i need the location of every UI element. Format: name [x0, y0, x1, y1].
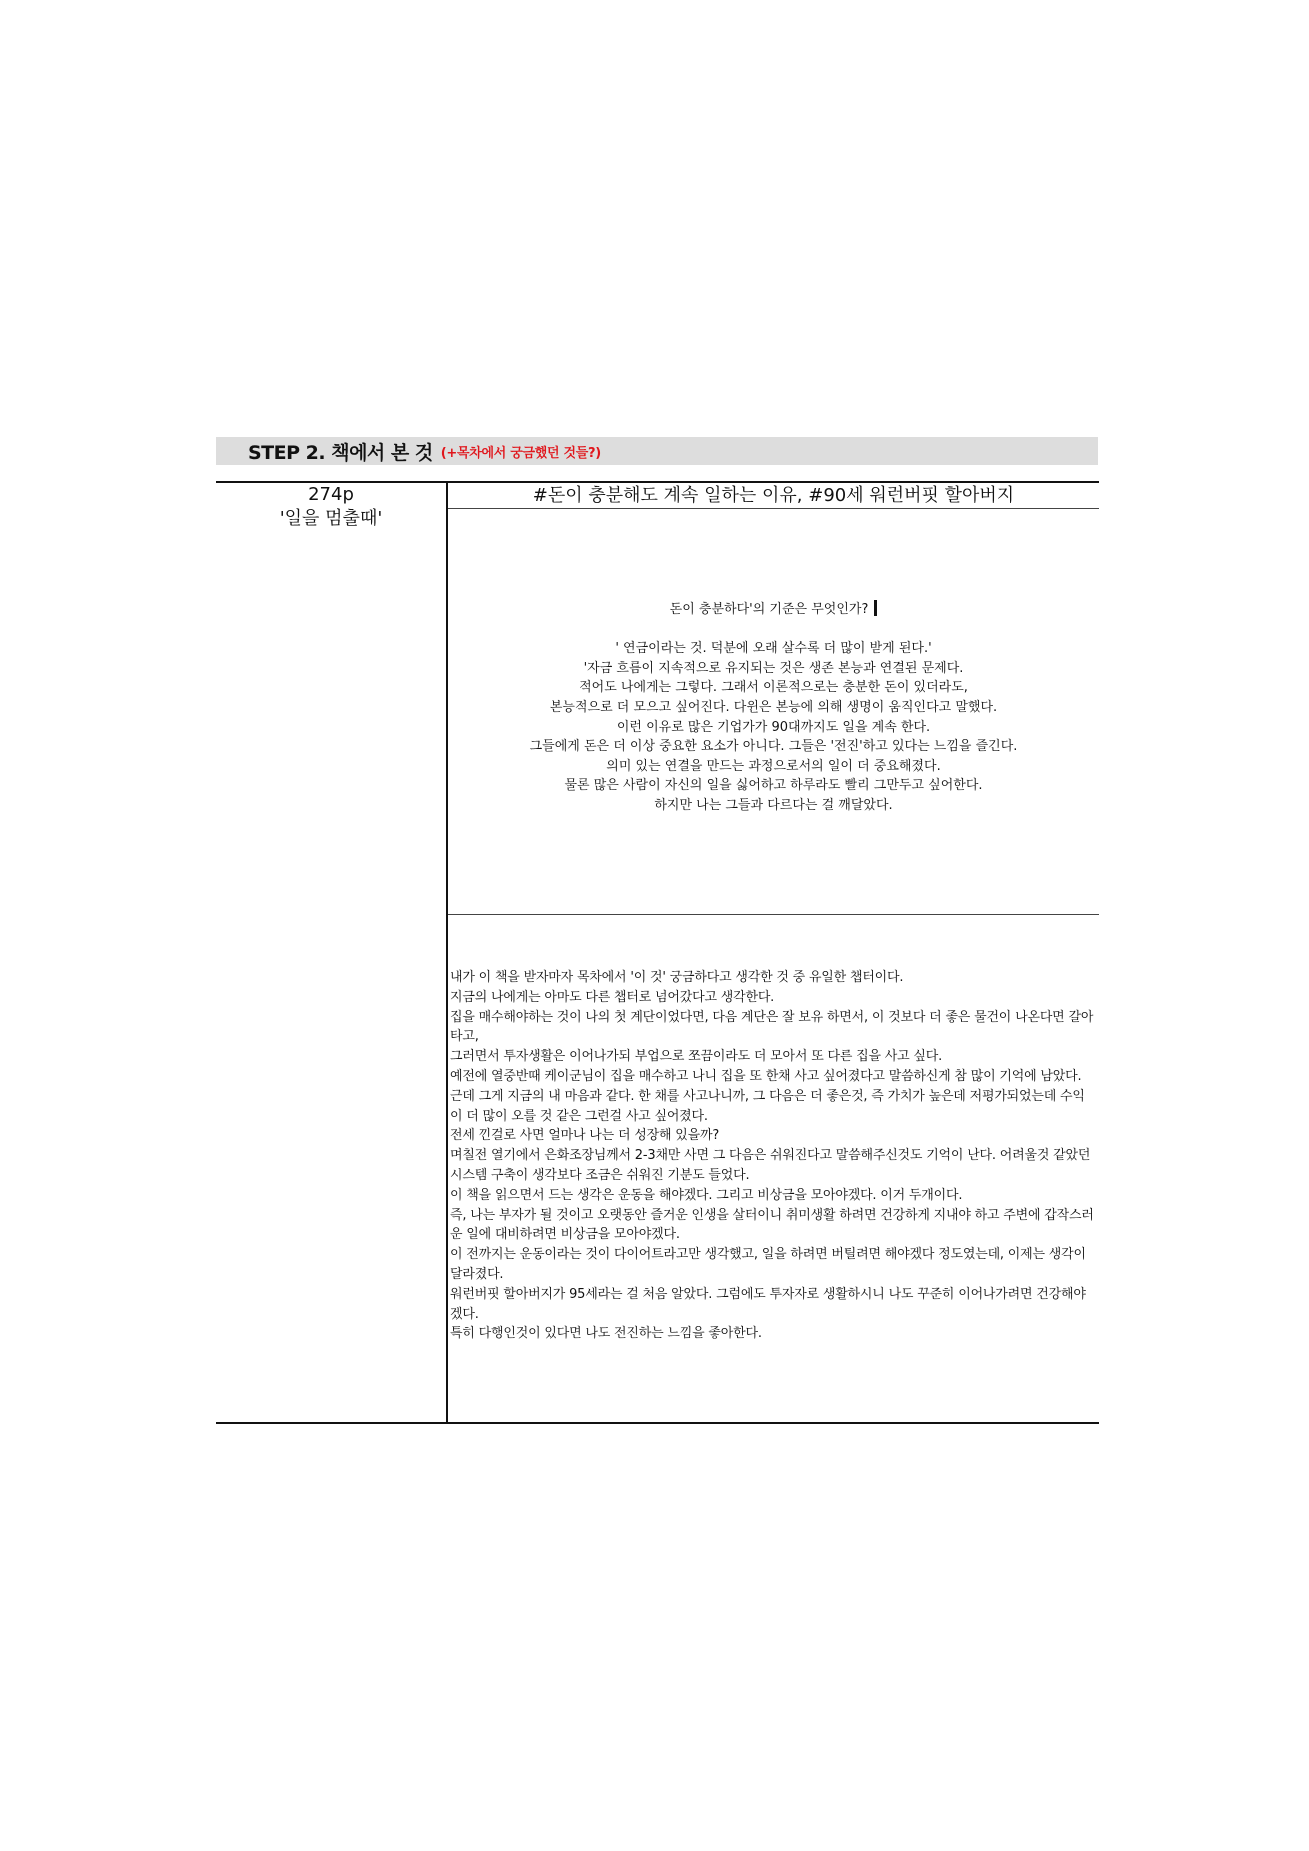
section-title: STEP 2. 책에서 본 것 — [248, 441, 433, 464]
reflection-paragraph: 지금의 나에게는 아마도 다른 챕터로 넘어갔다고 생각한다. — [450, 989, 775, 1005]
quote-separator-rule — [448, 914, 1099, 915]
reflection-paragraph: 이 전까지는 운동이라는 것이 다이어트라고만 생각했고, 일을 하려면 버틸려면 해야겠다 정도였는데, 이제는 생각이 달라졌다. — [450, 1247, 1086, 1282]
quote-line: ' 연금이라는 것. 덕분에 오래 살수록 더 많이 받게 된다.' — [615, 641, 932, 657]
quote-line: 적어도 나에게는 그렇다. 그래서 이론적으로는 충분한 돈이 있더라도, — [579, 680, 968, 696]
quote-line: 의미 있는 연결을 만드는 과정으로서의 일이 더 중요해졌다. — [606, 758, 941, 774]
quote-line: 이런 이유로 많은 기업가가 90대까지도 일을 계속 한다. — [616, 719, 931, 735]
reflection-paragraph: 특히 다행인것이 있다면 나도 전진하는 느낌을 좋아한다. — [450, 1326, 762, 1342]
quote-line: '자금 흐름이 지속적으로 유지되는 것은 생존 본능과 연결된 문제다. — [583, 660, 964, 676]
chapter-title: '일을 멈출때' — [279, 508, 383, 529]
chapter-reference-cell — [216, 483, 446, 531]
heading-underline-rule — [448, 508, 1099, 509]
quote-spacer — [448, 620, 1099, 640]
reflection-paragraph: 예전에 열중반때 케이군님이 집을 매수하고 나니 집을 또 한채 사고 싶어졌다고 말씀하신게 참 많이 기억에 남았다. — [450, 1068, 1082, 1084]
topic-hashtags: #돈이 충분해도 계속 일하는 이유, #90세 워런버핏 할아버지 — [532, 485, 1015, 506]
quote-question: 돈이 충분하다'의 기준은 무엇인가? — [669, 602, 869, 617]
reflection-paragraph: 그러면서 투자생활은 이어나가되 부업으로 쪼끔이라도 더 모아서 또 다른 집을 사고 싶다. — [450, 1049, 943, 1065]
reflection-paragraph: 이 책을 읽으면서 드는 생각은 운동을 해야겠다. 그리고 비상금을 모아야겠다. 이거 두개이다. — [450, 1187, 963, 1203]
quote-line: 하지만 나는 그들과 다르다는 걸 깨달았다. — [654, 797, 893, 813]
section-header-bar — [216, 437, 1098, 465]
reflection-paragraph: 며칠전 열기에서 은화조장님께서 2-3채만 사면 그 다음은 쉬워진다고 말씀해주신것도 기억이 난다. 어려울것 같았던 시스템 구축이 생각보다 조금은 쉬워진 기분도 들었다. — [450, 1148, 1091, 1183]
text-cursor-mark — [874, 600, 877, 616]
quote-line: 물론 많은 사람이 자신의 일을 싫어하고 하루라도 빨리 그만두고 싶어한다. — [564, 778, 983, 794]
personal-reflection-block — [450, 968, 1094, 1344]
reflection-paragraph: 전세 낀걸로 사면 얼마나 나는 더 성장해 있을까? — [450, 1128, 720, 1144]
reflection-paragraph: 즉, 나는 부자가 될 것이고 오랫동안 즐거운 인생을 살터이니 취미생활 하려면 건강하게 지내야 하고 주변에 갑작스러운 일에 대비하려면 비상금을 모아야겠다. — [450, 1207, 1094, 1243]
section-subtitle: (+목차에서 궁금했던 것들?) — [440, 445, 601, 461]
reflection-paragraph: 내가 이 책을 받자마자 목차에서 '이 것' 궁금하다고 생각한 것 중 유일한 챕터이다. — [450, 970, 904, 985]
table-bottom-rule — [216, 1422, 1099, 1424]
reflection-paragraph: 집을 매수해야하는 것이 나의 첫 계단이었다면, 다음 계단은 잘 보유 하면서, 이 것보다 더 좋은 물건이 나온다면 갈아타고, — [450, 1009, 1094, 1045]
page-number: 274p — [308, 484, 354, 505]
reflection-paragraph: 워런버핏 할아버지가 95세라는 걸 처음 알았다. 그럼에도 투자자로 생활하시니 나도 꾸준히 이어나가려면 건강해야겠다. — [450, 1286, 1086, 1322]
quote-question-line — [448, 600, 1099, 620]
reflection-paragraph: 근데 그게 지금의 내 마음과 같다. 한 채를 사고나니까, 그 다음은 더 좋은것, 즉 가치가 높은데 저평가되었는데 수익이 더 많이 오를 것 같은 그런걸 사고 싶어졌다. — [450, 1088, 1085, 1124]
quote-line: 그들에게 돈은 더 이상 중요한 요소가 아니다. 그들은 '전진'하고 있다는 느낌을 즐긴다. — [529, 739, 1018, 755]
book-quote-block — [448, 600, 1099, 816]
quote-line: 본능적으로 더 모으고 싶어진다. 다윈은 본능에 의해 생명이 움직인다고 말했다. — [549, 699, 998, 715]
